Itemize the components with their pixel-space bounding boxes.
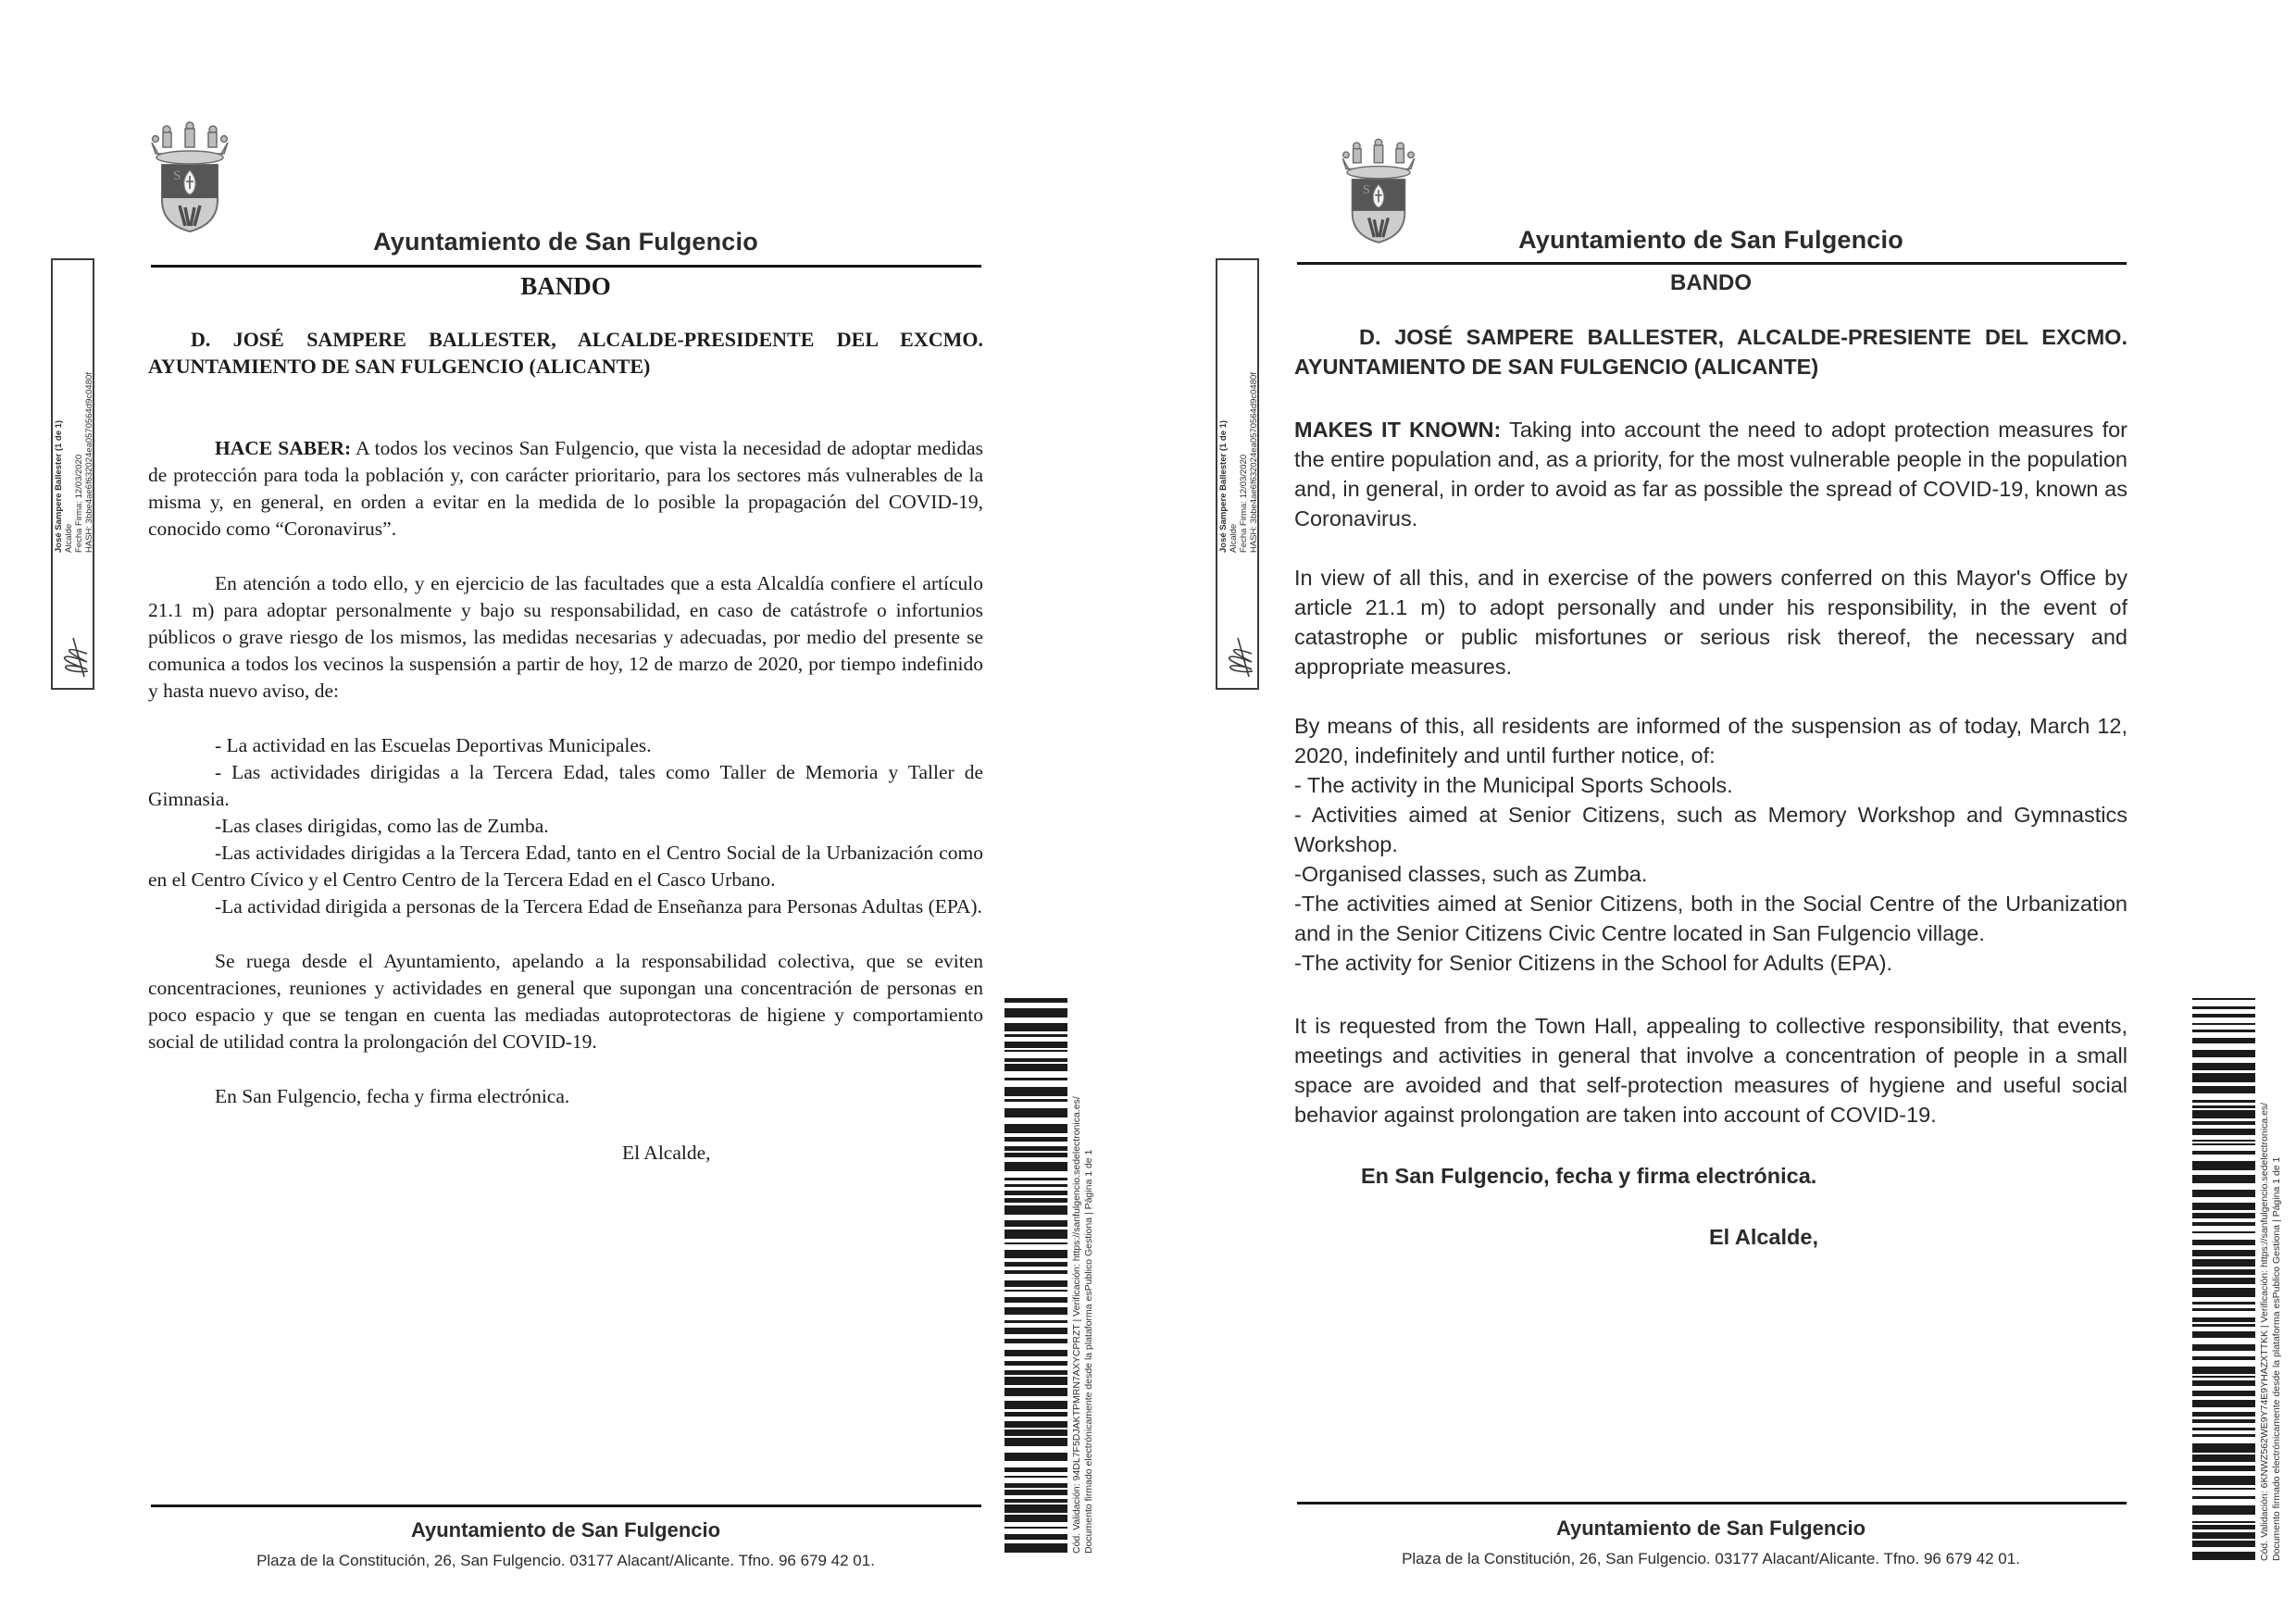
validation-caption-left <box>1071 998 1101 1554</box>
validation-line-1: Cód. Validación: 6KNWZ562WE9Y74E9YHAZXTTKK | Verificación: https://sanfulgencio.sedelectronica.es/ <box>2259 1102 2270 1561</box>
signature-stamp-right-content <box>1219 262 1257 686</box>
validation-line-1: Cód. Validación: 94DL7F5DJAKTPMRN7AXYCPRZT | Verificación: https://sanfulgencio.sedelectronica.es/ <box>1071 1096 1082 1554</box>
signature-stamp-right-rotated <box>1219 262 1257 686</box>
paragraph-lead: HACE SABER: <box>215 437 352 459</box>
footer-org-right: Ayuntamiento de San Fulgencio <box>1555 1517 1866 1540</box>
footer-address-right: Plaza de la Constitución, 26, San Fulgencio. 03177 Alacant/Alicante. Tfno. 96 679 42 01. <box>1402 1550 2020 1567</box>
list-item: -The activities aimed at Senior Citizens, both in the Social Centre of the Urbanization and in the Senior Citizens Civic Centre located in San Fulgencio village. <box>1294 892 2128 945</box>
doc-type-left: BANDO <box>520 272 611 300</box>
coat-of-arms-icon <box>139 119 241 237</box>
paragraph-se-ruega: Se ruega desde el Ayuntamiento, apelando a la responsabilidad colectiva, que se eviten concentraciones, reuniones y actividades en general que supongan una concentración de personas en poco espacio y que se tengan en cuenta las mediadas autoprotectoras de higiene y comportamiento social de utilidad contra la prolongación del COVID-19. <box>148 950 983 1053</box>
signoff-right: El Alcalde, <box>1709 1225 1818 1249</box>
list-item: - The activity in the Municipal Sports Schools. <box>1294 773 1733 797</box>
svg-text:S: S <box>173 169 181 183</box>
stamp-text-right <box>1218 372 1259 553</box>
stamp-signer-name: José Sampere Ballester (1 de 1) <box>1217 419 1229 553</box>
signature-icon <box>1221 625 1256 679</box>
validation-caption-right <box>2259 998 2289 1561</box>
paragraph-by-means: By means of this, all residents are informed of the suspension as of today, March 12, 2020, indefinitely and until further notice, of: <box>1294 714 2128 768</box>
paragraph-rest: A todos los vecinos San Fulgencio, que vista la necesidad de adoptar medidas de protección para toda la población y, con carácter prioritario, para los sectores más vulnerables de la misma y, en general, en orden a evitar en la medida de lo posible la propagación del COVID-19, conocido como “Coronavirus”. <box>148 437 983 540</box>
stamp-hash: HASH: 3bbe4ae6f632024ea0570564d9c0480f <box>1248 372 1259 553</box>
addressee-left: D. JOSÉ SAMPERE BALLESTER, ALCALDE-PRESIDENTE DEL EXCMO. AYUNTAMIENTO DE SAN FULGENCIO (ALICANTE) <box>148 328 983 378</box>
list-item: -La actividad dirigida a personas de la Tercera Edad de Enseñanza para Personas Adultas (EPA). <box>215 895 982 918</box>
footer-rule-right <box>1297 1502 2127 1504</box>
paragraph-it-is-requested: It is requested from the Town Hall, appealing to collective responsibility, that events, meetings and activities in general that involve a concentration of people in a small space are avoided and that self-protection measures of hygiene and useful social behavior against prolongation are taken into account of COVID-19. <box>1294 1014 2128 1127</box>
list-item: - Las actividades dirigidas a la Tercera Edad, tales como Taller de Memoria y Taller de Gimnasia. <box>148 761 983 810</box>
validation-line-2: Documento firmado electrónicamente desde la plataforma esPublico Gestiona | Página 1 de 1 <box>1083 1149 1094 1554</box>
list-item: - Activities aimed at Senior Citizens, such as Memory Workshop and Gymnastics Workshop. <box>1294 803 2128 856</box>
barcode-right <box>2192 998 2255 1561</box>
signature-stamp-left <box>51 258 94 690</box>
header-org-title-right: Ayuntamiento de San Fulgencio <box>1518 226 1903 254</box>
paragraph-lead: MAKES IT KNOWN: <box>1294 418 1502 442</box>
document-body-left <box>148 326 983 1167</box>
paragraph-in-view: In view of all this, and in exercise of the powers conferred on this Mayor's Office by article 21.1 m) to adopt personally and under his responsibility, in the event of catastrophe or public misfortunes or serious risk thereof, the necessary and appropriate measures. <box>1294 566 2128 679</box>
place-and-date-line-right: En San Fulgencio, fecha y firma electrónica. <box>1361 1164 1817 1188</box>
header-rule-left <box>151 265 981 268</box>
addressee-right: D. JOSÉ SAMPERE BALLESTER, ALCALDE-PRESIENTE DEL EXCMO. AYUNTAMIENTO DE SAN FULGENCIO (ALICANTE) <box>1294 325 2128 379</box>
barcode-left <box>1004 998 1067 1554</box>
list-item: -The activity for Senior Citizens in the School for Adults (EPA). <box>1294 951 1893 975</box>
signature-icon <box>56 625 92 679</box>
list-item: -Organised classes, such as Zumba. <box>1294 862 1648 886</box>
header-rule-right <box>1297 262 2127 265</box>
stamp-signer-role: Alcalde <box>63 523 74 553</box>
footer-address-left: Plaza de la Constitución, 26, San Fulgencio. 03177 Alacant/Alicante. Tfno. 96 679 42 01. <box>256 1552 875 1569</box>
paragraph-rest: Taking into account the need to adopt protection measures for the entire population and, as a priority, for the most vulnerable people in the population and, in general, in order to avoid as far as possible the spread of COVID-19, known as Coronavirus. <box>1294 418 2128 531</box>
place-and-date-line-left: En San Fulgencio, fecha y firma electrónica. <box>215 1085 570 1107</box>
validation-line-2: Documento firmado electrónicamente desde la plataforma esPublico Gestiona | Página 1 de 1 <box>2271 1156 2282 1561</box>
stamp-signer-name: José Sampere Ballester (1 de 1) <box>53 419 64 553</box>
suspension-list-left <box>148 732 983 920</box>
stamp-sign-date: Fecha Firma: 12/03/2020 <box>1238 454 1249 553</box>
stamp-hash: HASH: 3bbe4ae6f632024ea0570564d9c0480f <box>83 372 94 553</box>
signoff-left: El Alcalde, <box>622 1142 711 1164</box>
footer-org-left: Ayuntamiento de San Fulgencio <box>410 1518 721 1542</box>
signature-stamp-left-content <box>55 262 93 686</box>
footer-rule-left <box>151 1504 981 1507</box>
paragraph-en-atencion: En atención a todo ello, y en ejercicio de las facultades que a esta Alcaldía confiere el artículo 21.1 m) para adoptar personalmente y bajo su responsabilidad, en caso de catástrofe o infortunios públicos o grave riesgo de los mismos, las medidas necesarias y adecuadas, por medio del presente se comunica a todos los vecinos la suspensión a partir de hoy, 12 de marzo de 2020, por tiempo indefinido y hasta nuevo aviso, de: <box>148 572 983 702</box>
svg-text:S: S <box>1362 181 1370 197</box>
list-item: -Las actividades dirigidas a la Tercera Edad, tanto en el Centro Social de la Urbanización como en el Centro Cívico y el Centro Centro de la Tercera Edad en el Casco Urbano. <box>148 842 983 891</box>
list-item: - La actividad en las Escuelas Deportivas Municipales. <box>215 734 652 756</box>
signature-stamp-right <box>1216 258 1259 690</box>
doc-type-right: BANDO <box>1670 270 1752 295</box>
stamp-sign-date: Fecha Firma: 12/03/2020 <box>73 454 84 553</box>
stamp-text-left <box>54 372 94 553</box>
header-org-title-left: Ayuntamiento de San Fulgencio <box>373 228 758 256</box>
suspension-list-right <box>1294 770 2128 978</box>
signature-stamp-left-rotated <box>55 262 93 686</box>
list-item: -Las clases dirigidas, como las de Zumba. <box>215 815 549 837</box>
paragraph-hace-saber <box>148 435 983 543</box>
document-body-right <box>1294 322 2128 1252</box>
stamp-signer-role: Alcalde <box>1228 523 1239 553</box>
paragraph-makes-it-known <box>1294 415 2128 533</box>
